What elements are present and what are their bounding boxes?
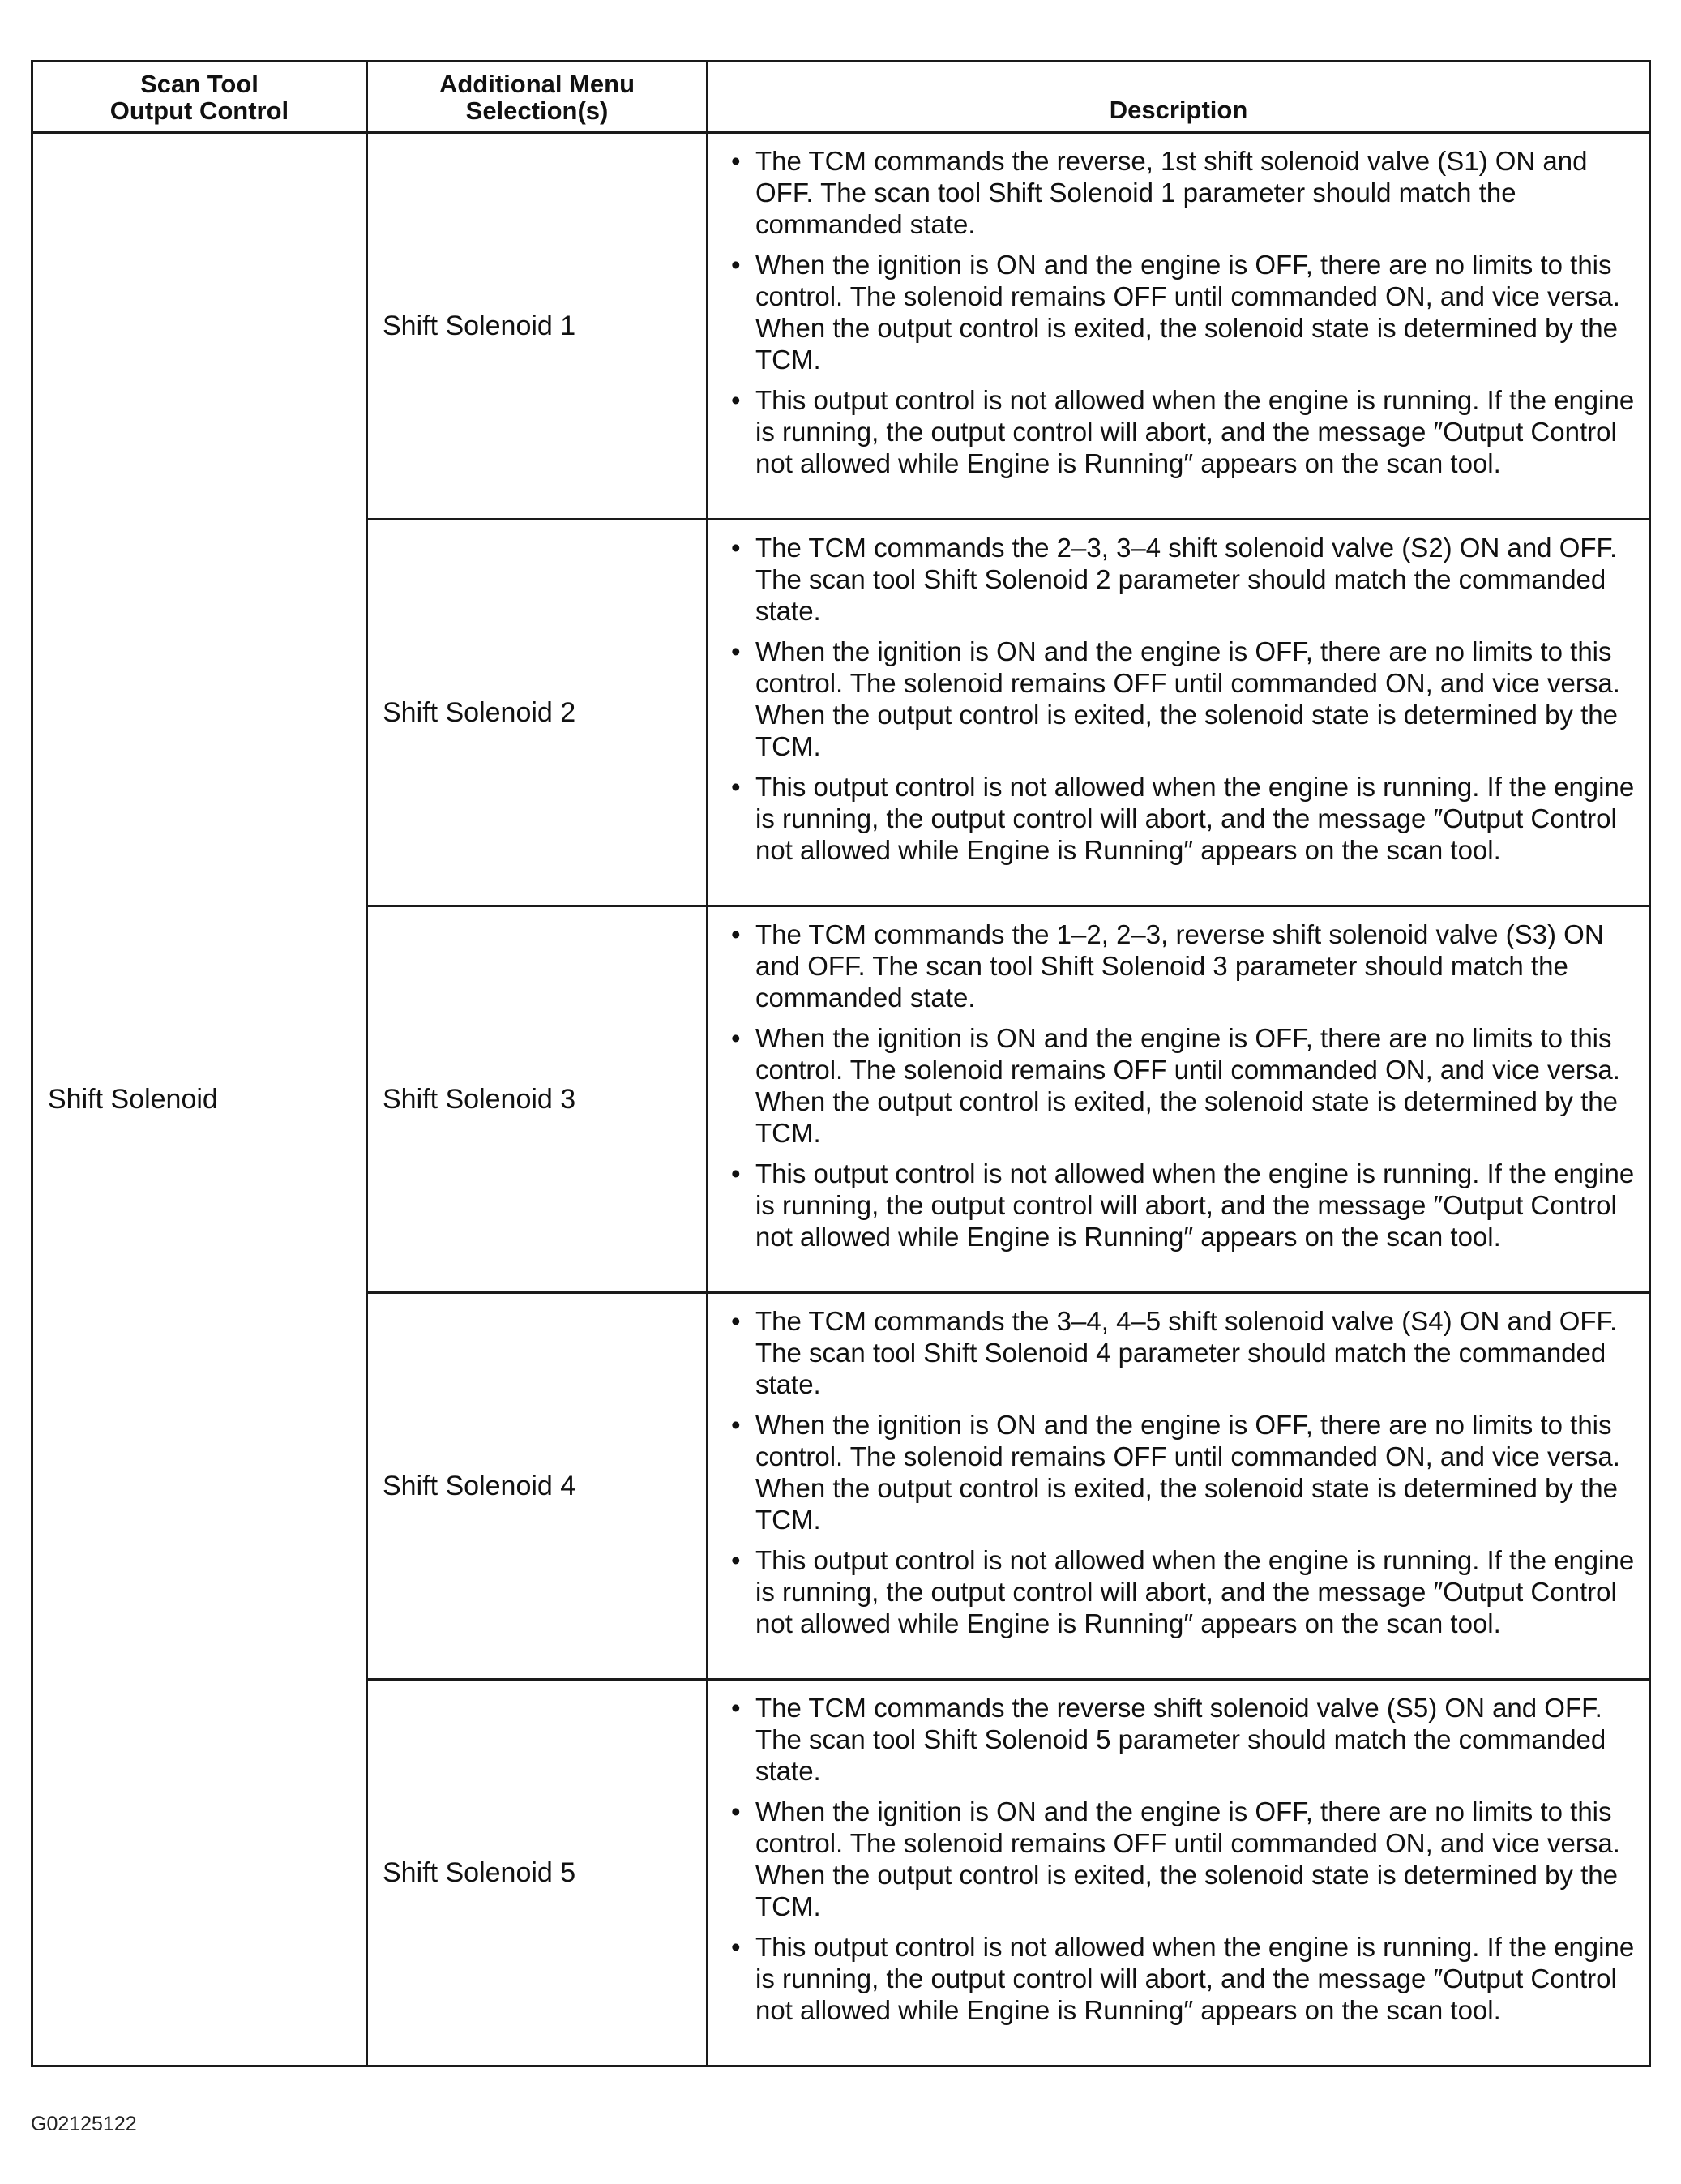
description-cell bbox=[708, 1293, 1650, 1680]
description-cell bbox=[708, 906, 1650, 1293]
header-line: Additional Menu bbox=[438, 69, 635, 98]
bullet-icon: • bbox=[731, 1693, 741, 1723]
description-text: This output control is not allowed when the engine is running. If the engine is running, the output control will abort, and the message ″Output Control not allowed while Engine is Running″ appears on the scan tool. bbox=[755, 385, 1635, 478]
description-cell bbox=[708, 1680, 1650, 2066]
bullet-icon: • bbox=[731, 146, 741, 176]
description-text: When the ignition is ON and the engine is OFF, there are no limits to this control. The solenoid remains OFF until commanded ON, and vice versa. When the output control is exited, the solenoid state is determined by the TCM. bbox=[755, 1410, 1620, 1535]
description-list bbox=[731, 1305, 1644, 1639]
header-line: Output Control bbox=[109, 96, 289, 125]
bullet-icon: • bbox=[731, 1023, 741, 1053]
output-control-table bbox=[31, 60, 1651, 2067]
description-text: The TCM commands the reverse shift solenoid valve (S5) ON and OFF. The scan tool Shift Solenoid 5 parameter should match the commanded state. bbox=[755, 1693, 1606, 1786]
table-body bbox=[32, 133, 1650, 2066]
description-item bbox=[731, 532, 1644, 627]
bullet-icon: • bbox=[731, 1545, 741, 1575]
description-item bbox=[731, 384, 1644, 479]
bullet-icon: • bbox=[731, 385, 741, 415]
menu-selection-cell: Shift Solenoid 2 bbox=[367, 520, 708, 906]
description-text: This output control is not allowed when the engine is running. If the engine is running, the output control will abort, and the message ″Output Control not allowed while Engine is Running″ appears on the scan tool. bbox=[755, 1158, 1635, 1252]
description-text: The TCM commands the 2–3, 3–4 shift solenoid valve (S2) ON and OFF. The scan tool Shift Solenoid 2 parameter should match the commanded state. bbox=[755, 533, 1618, 626]
bullet-icon: • bbox=[731, 1796, 741, 1826]
table-row bbox=[32, 133, 1650, 520]
description-text: The TCM commands the 1–2, 2–3, reverse shift solenoid valve (S3) ON and OFF. The scan tool Shift Solenoid 3 parameter should match the commanded state. bbox=[755, 919, 1604, 1013]
description-item bbox=[731, 1305, 1644, 1400]
description-text: The TCM commands the 3–4, 4–5 shift solenoid valve (S4) ON and OFF. The scan tool Shift Solenoid 4 parameter should match the commanded state. bbox=[755, 1306, 1618, 1399]
description-list bbox=[731, 1692, 1644, 2026]
description-item bbox=[731, 771, 1644, 866]
description-list bbox=[731, 532, 1644, 866]
bullet-icon: • bbox=[731, 533, 741, 563]
bullet-icon: • bbox=[731, 636, 741, 666]
description-cell bbox=[708, 520, 1650, 906]
bullet-icon: • bbox=[731, 919, 741, 949]
header-scan-tool-output-control bbox=[32, 62, 367, 133]
description-item bbox=[731, 249, 1644, 375]
description-item bbox=[731, 1796, 1644, 1922]
bullet-icon: • bbox=[731, 772, 741, 802]
description-list bbox=[731, 919, 1644, 1253]
description-item bbox=[731, 1931, 1644, 2026]
description-item bbox=[731, 145, 1644, 240]
description-item bbox=[731, 919, 1644, 1013]
description-item bbox=[731, 1409, 1644, 1535]
description-text: This output control is not allowed when the engine is running. If the engine is running, the output control will abort, and the message ″Output Control not allowed while Engine is Running″ appears on the scan tool. bbox=[755, 772, 1635, 865]
header-additional-menu-selections bbox=[367, 62, 708, 133]
description-text: When the ignition is ON and the engine is OFF, there are no limits to this control. The solenoid remains OFF until commanded ON, and vice versa. When the output control is exited, the solenoid state is determined by the TCM. bbox=[755, 1796, 1620, 1921]
bullet-icon: • bbox=[731, 1158, 741, 1188]
bullet-icon: • bbox=[731, 1410, 741, 1440]
figure-id: G02125122 bbox=[31, 2113, 137, 2135]
description-item bbox=[731, 1544, 1644, 1639]
description-item bbox=[731, 1022, 1644, 1149]
description-text: This output control is not allowed when the engine is running. If the engine is running, the output control will abort, and the message ″Output Control not allowed while Engine is Running″ appears on the scan tool. bbox=[755, 1545, 1635, 1638]
description-text: The TCM commands the reverse, 1st shift solenoid valve (S1) ON and OFF. The scan tool Shift Solenoid 1 parameter should match the commanded state. bbox=[755, 146, 1588, 239]
menu-selection-cell: Shift Solenoid 1 bbox=[367, 133, 708, 520]
header-description: Description bbox=[708, 62, 1650, 133]
bullet-icon: • bbox=[731, 250, 741, 280]
output-control-cell: Shift Solenoid bbox=[32, 133, 367, 2066]
header-line: Selection(s) bbox=[465, 96, 609, 125]
description-text: When the ignition is ON and the engine is OFF, there are no limits to this control. The solenoid remains OFF until commanded ON, and vice versa. When the output control is exited, the solenoid state is determined by the TCM. bbox=[755, 250, 1620, 375]
bullet-icon: • bbox=[731, 1932, 741, 1962]
menu-selection-cell: Shift Solenoid 5 bbox=[367, 1680, 708, 2066]
table-header-row bbox=[32, 62, 1650, 133]
description-item bbox=[731, 1692, 1644, 1787]
description-item bbox=[731, 636, 1644, 762]
description-text: When the ignition is ON and the engine is OFF, there are no limits to this control. The solenoid remains OFF until commanded ON, and vice versa. When the output control is exited, the solenoid state is determined by the TCM. bbox=[755, 636, 1620, 761]
description-text: This output control is not allowed when the engine is running. If the engine is running, the output control will abort, and the message ″Output Control not allowed while Engine is Running″ appears on the scan tool. bbox=[755, 1932, 1635, 2025]
description-text: When the ignition is ON and the engine is OFF, there are no limits to this control. The solenoid remains OFF until commanded ON, and vice versa. When the output control is exited, the solenoid state is determined by the TCM. bbox=[755, 1023, 1620, 1148]
menu-selection-cell: Shift Solenoid 4 bbox=[367, 1293, 708, 1680]
description-item bbox=[731, 1158, 1644, 1253]
description-list bbox=[731, 145, 1644, 479]
description-cell bbox=[708, 133, 1650, 520]
header-line: Scan Tool bbox=[140, 69, 259, 98]
bullet-icon: • bbox=[731, 1306, 741, 1336]
menu-selection-cell: Shift Solenoid 3 bbox=[367, 906, 708, 1293]
